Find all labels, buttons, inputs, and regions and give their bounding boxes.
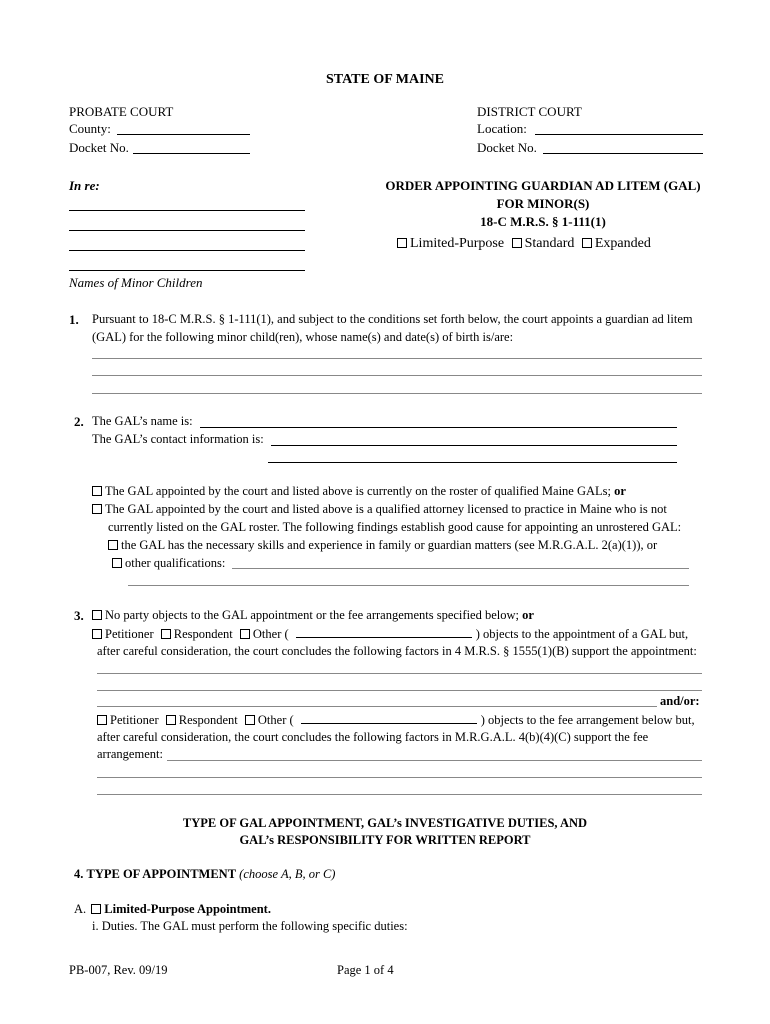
roster-or: or [614, 484, 626, 498]
fee-factors-line-1[interactable] [167, 760, 702, 761]
page-number: Page 1 of 4 [337, 963, 394, 977]
location-label: Location: [477, 121, 527, 136]
standard-checkbox[interactable] [512, 238, 522, 248]
fee-other-field[interactable] [301, 712, 477, 724]
gal-name-field[interactable] [200, 427, 677, 428]
section-1-number: 1. [69, 312, 79, 327]
gal-contact-field-1[interactable] [271, 445, 677, 446]
appt-factors-line-1[interactable] [97, 673, 702, 674]
fee-respondent-checkbox[interactable] [166, 715, 176, 725]
names-caption: Names of Minor Children [69, 275, 203, 290]
order-title-line2: FOR MINOR(S) [496, 196, 590, 211]
expanded-checkbox[interactable] [582, 238, 592, 248]
gal-contact-label: The GAL’s contact information is: [92, 432, 264, 446]
section-1-text-1: Pursuant to 18-C M.R.S. § 1-111(1), and subject to the conditions set forth below, the court appoints a guardian ad litem [92, 312, 693, 326]
roster-checkbox[interactable] [92, 486, 102, 496]
limited-purpose-label: Limited-Purpose [410, 236, 505, 251]
gal-contact-field-2[interactable] [268, 462, 677, 463]
form-id: PB-007, Rev. 09/19 [69, 963, 168, 977]
county-field[interactable] [117, 134, 250, 135]
docket-left-field[interactable] [133, 153, 250, 154]
county-label: County: [69, 121, 111, 136]
attorney-option [92, 502, 667, 517]
option-a-row [74, 902, 271, 917]
section-4-heading [74, 867, 335, 882]
order-title-line1: ORDER APPOINTING GUARDIAN AD LITEM (GAL) [385, 178, 701, 193]
appointment-factors-text: after careful consideration, the court concludes the following factors in 4 M.R.S. § 1555(1)(B) support the appointment: [97, 644, 697, 658]
appt-objection-tail: ) objects to the appointment of a GAL but, [475, 627, 689, 641]
appt-petitioner-checkbox[interactable] [92, 629, 102, 639]
limited-purpose-checkbox[interactable] [397, 238, 407, 248]
appt-respondent-checkbox[interactable] [161, 629, 171, 639]
section-4-hint: (choose A, B, or C) [239, 867, 336, 881]
attorney-option-text-2: currently listed on the GAL roster. The following findings establish good cause for appointing an unrostered GAL: [108, 520, 682, 534]
fee-other-checkbox[interactable] [245, 715, 255, 725]
option-a-title: Limited-Purpose Appointment. [104, 902, 271, 916]
appt-respondent-label: Respondent [173, 627, 233, 641]
other-qualifications-option [112, 556, 225, 571]
appt-other-field[interactable] [296, 626, 472, 638]
fee-objection-row [97, 712, 695, 728]
fee-factors-line-3[interactable] [97, 794, 702, 795]
children-line-3[interactable] [92, 393, 702, 394]
option-a-duties: i. Duties. The GAL must perform the following specific duties: [92, 919, 408, 933]
fee-objection-tail: ) objects to the fee arrangement below but, [480, 713, 695, 727]
arrangement-label: arrangement: [97, 747, 163, 761]
order-title-line3: 18-C M.R.S. § 1-111(1) [480, 214, 606, 229]
section-4-number: 4. [74, 867, 84, 881]
appointment-type-options [397, 236, 651, 252]
appointment-objection-row [92, 626, 688, 642]
appt-factors-line-2[interactable] [97, 690, 702, 691]
roster-option [92, 484, 626, 499]
minor-name-line-1[interactable] [69, 210, 305, 211]
fee-petitioner-label: Petitioner [110, 713, 159, 727]
expanded-label: Expanded [594, 236, 651, 251]
attorney-option-text-1: The GAL appointed by the court and listed above is a qualified attorney licensed to practice in Maine who is not [105, 502, 667, 516]
docket-left-label: Docket No. [69, 140, 129, 155]
location-field[interactable] [535, 134, 703, 135]
duties-heading-line2: GAL’s RESPONSIBILITY FOR WRITTEN REPORT [239, 833, 531, 847]
fee-factors-text: after careful consideration, the court concludes the following factors in M.R.G.A.L. 4(b)(4)(C) support the fee [97, 730, 649, 744]
skills-option [108, 538, 657, 553]
skills-checkbox[interactable] [108, 540, 118, 550]
and-or-label: and/or: [660, 694, 700, 708]
fee-factors-line-2[interactable] [97, 777, 702, 778]
no-objection-text: No party objects to the GAL appointment or the fee arrangements specified below; [105, 608, 519, 622]
duties-heading-line1: TYPE OF GAL APPOINTMENT, GAL’s INVESTIGATIVE DUTIES, AND [182, 816, 588, 830]
docket-right-label: Docket No. [477, 140, 537, 155]
gal-name-label: The GAL’s name is: [92, 414, 193, 428]
other-qualifications-checkbox[interactable] [112, 558, 122, 568]
minor-name-line-3[interactable] [69, 250, 305, 251]
appt-petitioner-label: Petitioner [105, 627, 154, 641]
minor-name-line-4[interactable] [69, 270, 305, 271]
section-1-text-2: (GAL) for the following minor child(ren), whose name(s) and date(s) of birth is/are: [92, 330, 514, 344]
skills-option-text: the GAL has the necessary skills and experience in family or guardian matters (see M.R.G.A.L. 2(a)(1)), or [121, 538, 658, 552]
probate-court-label: PROBATE COURT [69, 104, 174, 119]
district-court-label: DISTRICT COURT [477, 104, 582, 119]
section-4-title: TYPE OF APPOINTMENT [86, 867, 237, 881]
in-re-label: In re: [69, 178, 100, 193]
roster-option-text: The GAL appointed by the court and listed above is currently on the roster of qualified Maine GALs; [105, 484, 611, 498]
fee-petitioner-checkbox[interactable] [97, 715, 107, 725]
other-qualifications-field-1[interactable] [232, 568, 689, 569]
section-2-number: 2. [74, 414, 84, 429]
section-3-number: 3. [74, 608, 84, 623]
no-objection-or: or [522, 608, 534, 622]
fee-respondent-label: Respondent [178, 713, 238, 727]
standard-label: Standard [524, 236, 575, 251]
appt-factors-line-3[interactable] [97, 706, 657, 707]
option-a-checkbox[interactable] [91, 904, 101, 914]
attorney-checkbox[interactable] [92, 504, 102, 514]
no-objection-checkbox[interactable] [92, 610, 102, 620]
minor-name-line-2[interactable] [69, 230, 305, 231]
no-objection-option [92, 608, 534, 623]
fee-other-label: Other ( [257, 713, 294, 727]
docket-right-field[interactable] [543, 153, 703, 154]
other-qualifications-label: other qualifications: [125, 556, 226, 570]
state-heading: STATE OF MAINE [326, 72, 444, 87]
other-qualifications-field-2[interactable] [128, 585, 689, 586]
appt-other-label: Other ( [252, 627, 289, 641]
children-line-2[interactable] [92, 375, 702, 376]
appt-other-checkbox[interactable] [240, 629, 250, 639]
option-a-label: A. [74, 902, 87, 916]
children-line-1[interactable] [92, 358, 702, 359]
